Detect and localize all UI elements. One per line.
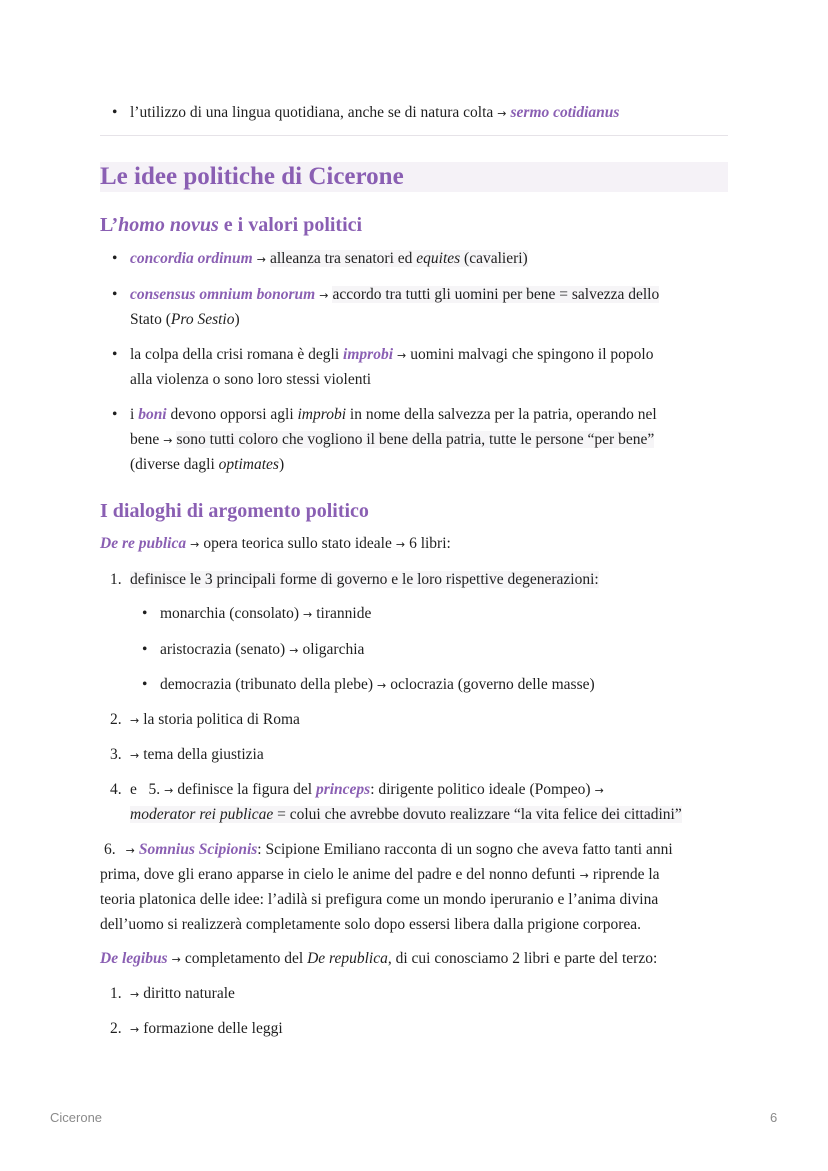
- list-item: → formazione delle leggi: [130, 1020, 283, 1037]
- list-item: → la storia politica di Roma: [130, 711, 300, 728]
- bullet-marker: •: [112, 346, 118, 363]
- list-item: e 5. → definisce la figura del princeps: dirigente politico ideale (Pompeo) →: [130, 781, 604, 798]
- paragraph-line: teoria platonica delle idee: l’adilà si prefigura come un mondo iperuranio e l’anima divina: [100, 891, 659, 908]
- bullet-marker: •: [142, 641, 148, 658]
- arrow-icon: →: [256, 253, 266, 266]
- bullet-marker: •: [112, 286, 118, 303]
- list-item-continuation: (diverse dagli optimates): [130, 456, 285, 473]
- list-item: la colpa della crisi romana è degli improbi → uomini malvagi che spingono il popolo: [130, 346, 654, 363]
- arrow-icon: →: [171, 953, 181, 966]
- list-item: monarchia (consolato) → tirannide: [160, 605, 372, 622]
- list-item-continuation: bene → sono tutti coloro che vogliono il bene della patria, tutte le persone “per bene”: [130, 431, 655, 448]
- arrow-icon: →: [395, 538, 406, 551]
- list-item-continuation: Stato (Pro Sestio): [130, 311, 240, 328]
- page-number: 6: [770, 1110, 778, 1125]
- paragraph: 6. → Somnius Scipionis: Scipione Emiliano racconta di un sogno che aveva fatto tanti anni: [104, 841, 673, 858]
- list-item: i boni devono opporsi agli improbi in nome della salvezza per la patria, operando nel: [130, 406, 657, 423]
- list-number: 1.: [110, 571, 122, 588]
- section-title: Le idee politiche di Cicerone: [100, 163, 404, 190]
- divider: [100, 135, 728, 136]
- footer-title: Cicerone: [50, 1110, 103, 1125]
- list-number: 1.: [110, 985, 122, 1002]
- subsection-title: I dialoghi di argomento politico: [100, 500, 369, 522]
- arrow-icon: →: [130, 749, 140, 762]
- list-number: 2.: [110, 1020, 122, 1037]
- list-number: 2.: [110, 711, 122, 728]
- paragraph-line: prima, dove gli erano apparse in cielo le anime del padre e del nonno defunti → riprende la: [100, 866, 660, 883]
- list-item: l’utilizzo di una lingua quotidiana, anche se di natura colta → sermo cotidianus: [130, 104, 620, 121]
- list-item: → diritto naturale: [130, 985, 235, 1002]
- arrow-icon: →: [397, 349, 407, 362]
- list-item: aristocrazia (senato) → oligarchia: [160, 641, 365, 658]
- arrow-icon: →: [130, 1023, 140, 1036]
- arrow-icon: →: [130, 714, 140, 727]
- bullet-marker: •: [112, 250, 118, 267]
- bullet-marker: •: [112, 104, 118, 121]
- list-item: definisce le 3 principali forme di governo e le loro rispettive degenerazioni:: [130, 571, 599, 588]
- arrow-icon: →: [497, 107, 507, 120]
- paragraph: De re publica → opera teorica sullo stato ideale → 6 libri:: [100, 535, 451, 552]
- arrow-icon: →: [130, 988, 140, 1001]
- arrow-icon: →: [289, 644, 299, 657]
- list-number: 4.: [110, 781, 122, 798]
- list-number: 3.: [110, 746, 122, 763]
- list-item: → tema della giustizia: [130, 746, 264, 763]
- arrow-icon: →: [319, 289, 329, 302]
- arrow-icon: →: [303, 608, 313, 621]
- bullet-marker: •: [112, 406, 118, 423]
- paragraph: De legibus → completamento del De republica, di cui conosciamo 2 libri e parte del terzo:: [100, 950, 658, 967]
- list-item: democrazia (tribunato della plebe) → oclocrazia (governo delle masse): [160, 676, 595, 693]
- arrow-icon: →: [190, 538, 200, 551]
- list-item-continuation: alla violenza o sono loro stessi violenti: [130, 371, 372, 388]
- arrow-icon: →: [579, 869, 589, 882]
- arrow-icon: →: [164, 784, 174, 797]
- list-item: consensus omnium bonorum → accordo tra tutti gli uomini per bene = salvezza dello: [130, 286, 660, 303]
- list-item: concordia ordinum → alleanza tra senatori ed equites (cavalieri): [130, 250, 528, 267]
- arrow-icon: →: [594, 784, 604, 797]
- bullet-marker: •: [142, 605, 148, 622]
- arrow-icon: →: [125, 844, 135, 857]
- bullet-marker: •: [142, 676, 148, 693]
- list-item-continuation: moderator rei publicae = colui che avrebbe dovuto realizzare “la vita felice dei cittadini”: [130, 806, 682, 823]
- subsection-title: L’homo novus e i valori politici: [100, 214, 363, 236]
- paragraph-line: dell’uomo si realizzerà completamente solo dopo essersi libera dalla prigione corporea.: [100, 916, 642, 933]
- arrow-icon: →: [377, 679, 387, 692]
- arrow-icon: →: [163, 434, 173, 447]
